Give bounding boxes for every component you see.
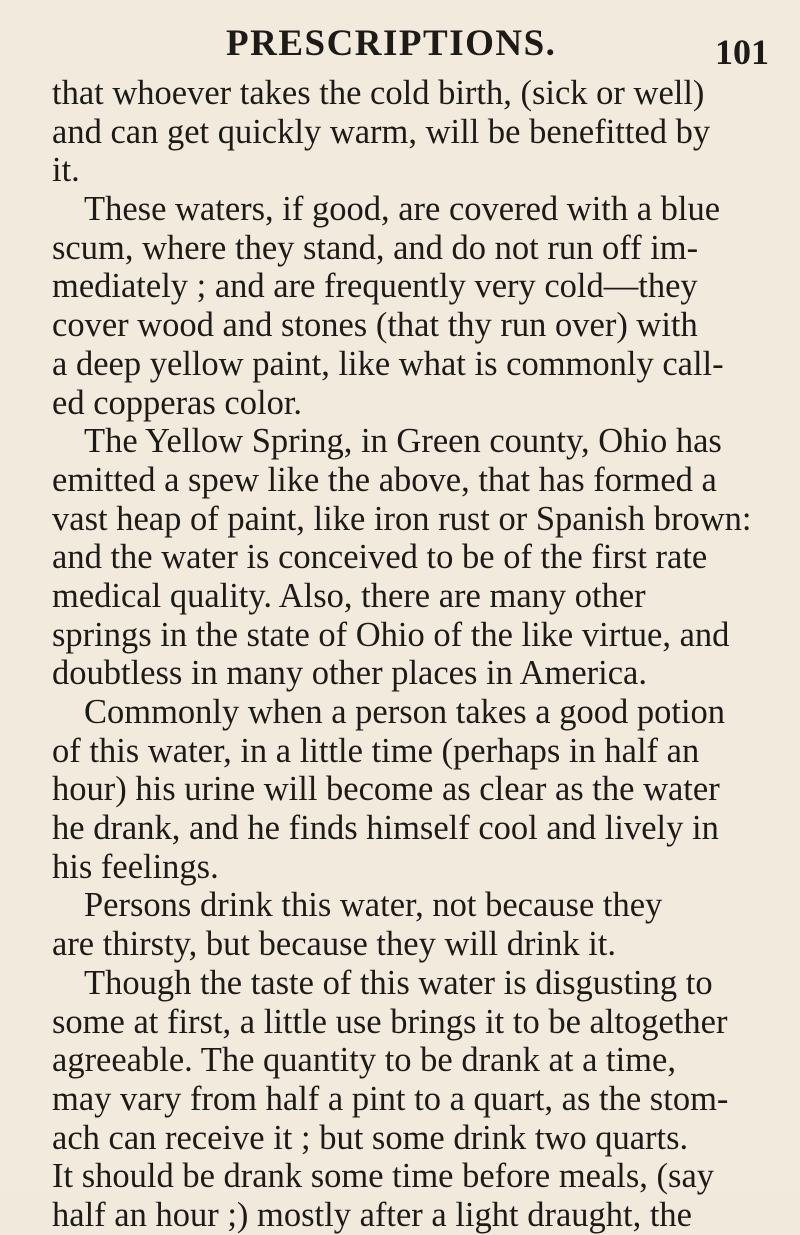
page-number: 101	[715, 32, 769, 72]
text-line: cover wood and stones (that thy run over) with	[52, 306, 698, 345]
text-line: emitted a spew like the above, that has formed a	[52, 460, 717, 499]
text-line: and the water is conceived to be of the first rate	[52, 538, 708, 577]
text-line: These waters, if good, are covered with a blue	[84, 190, 721, 229]
body-text	[52, 74, 800, 1235]
text-line: mediately ; and are frequently very cold—they	[52, 267, 698, 306]
text-line: are thirsty, but because they will drink it.	[52, 925, 616, 964]
text-line: and can get quickly warm, will be benefitted by	[52, 112, 711, 151]
text-line: doubtless in many other places in America.	[52, 654, 647, 693]
text-line: vast heap of paint, like iron rust or Spanish brown:	[52, 499, 752, 538]
text-line: The Yellow Spring, in Green county, Ohio has	[84, 422, 722, 461]
text-line: Commonly when a person takes a good potion	[84, 693, 726, 731]
text-line: he drank, and he finds himself cool and lively in	[52, 809, 719, 848]
text-line: may vary from half a pint to a quart, as the stom-	[52, 1079, 729, 1118]
running-title: PRESCRIPTIONS.	[226, 23, 557, 64]
text-line: of this water, in a little time (perhaps in half an	[52, 731, 700, 770]
text-line: scum, where they stand, and do not run off im-	[52, 228, 699, 267]
text-line: medical quality. Also, there are many other	[52, 576, 646, 615]
text-line: that whoever takes the cold birth, (sick or well)	[52, 74, 705, 112]
text-line: it.	[52, 151, 80, 190]
text-line: Persons drink this water, not because they	[84, 886, 663, 925]
text-line: agreeable. The quantity to be drank at a time,	[52, 1041, 676, 1080]
text-line: hour) his urine will become as clear as the water	[52, 770, 720, 809]
text-line: springs in the state of Ohio of the like virtue, and	[52, 615, 730, 654]
text-line: his feelings.	[52, 847, 219, 886]
text-line: ed copperas color.	[52, 383, 303, 422]
text-line: ach can receive it ; but some drink two quarts.	[52, 1118, 689, 1157]
text-line: half an hour ;) mostly after a light draught, the	[52, 1195, 692, 1234]
text-line: a deep yellow paint, like what is commonly call-	[52, 344, 724, 383]
text-line: It should be drank some time before meals, (say	[52, 1157, 715, 1196]
text-line: Though the taste of this water is disgusting to	[84, 963, 713, 1002]
text-line: some at first, a little use brings it to be altogether	[52, 1002, 728, 1041]
running-head	[0, 22, 800, 70]
